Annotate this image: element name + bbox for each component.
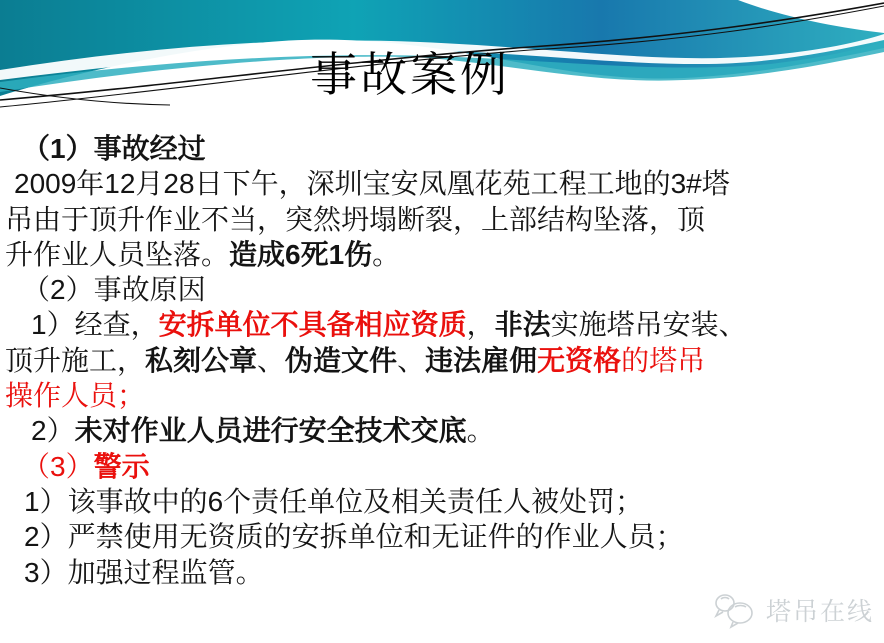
text-segment: 、 — [397, 344, 426, 376]
text-segment: 伪造文件 — [285, 344, 398, 376]
slide-body-text — [0, 131, 884, 590]
text-line — [0, 202, 884, 237]
text-segment: 2）严禁使用无资质的安拆单位和无证件的作业人员； — [24, 521, 684, 553]
text-segment: 造成6死1伤 — [229, 238, 373, 270]
text-segment: 实施塔吊安装、 — [550, 309, 747, 341]
text-segment: 无资格 — [537, 344, 622, 376]
text-segment: 吊由于顶升作业不当，突然坍塌断裂，上部结构坠落，顶 — [5, 203, 706, 235]
text-segment: 非法 — [494, 309, 551, 341]
slide-title: 事故案例 — [310, 50, 510, 102]
text-segment: 。 — [372, 238, 401, 270]
watermark — [711, 591, 874, 629]
text-line — [0, 413, 884, 448]
watermark-text: 塔吊在线 — [765, 598, 874, 626]
text-segment: 1）经查， — [31, 309, 159, 341]
text-segment: 。 — [466, 415, 495, 447]
text-line — [0, 378, 884, 413]
text-line — [0, 519, 884, 554]
text-segment: 的塔吊 — [621, 344, 706, 376]
text-line — [0, 307, 884, 342]
text-segment: 2009年12月28日下午，深圳宝安凤凰花苑工程工地的3#塔 — [14, 168, 730, 200]
text-segment: 未对作业人员进行安全技术交底 — [74, 415, 467, 447]
text-segment: 顶升施工， — [5, 344, 146, 376]
text-segment: 安拆单位不具备相应资质 — [158, 309, 467, 341]
text-segment: 操作人员； — [5, 380, 146, 412]
text-line — [0, 272, 884, 307]
text-segment: （3） — [22, 450, 94, 482]
text-line — [0, 555, 884, 590]
text-segment: 、 — [257, 344, 286, 376]
text-line — [0, 237, 884, 272]
text-segment: 1）该事故中的6个责任单位及相关责任人被处罚； — [24, 485, 644, 517]
text-segment: 违法雇佣 — [425, 344, 538, 376]
text-segment: （2）事故原因 — [22, 274, 206, 306]
text-segment: 私刻公章 — [145, 344, 258, 376]
text-line — [0, 343, 884, 378]
text-segment: 3）加强过程监管。 — [24, 556, 264, 588]
text-line — [0, 166, 884, 201]
text-segment: 升作业人员坠落。 — [5, 238, 230, 270]
text-segment: ， — [466, 309, 495, 341]
text-line — [0, 449, 884, 484]
text-line — [0, 131, 884, 166]
text-line — [0, 484, 884, 519]
text-segment: 警示 — [93, 450, 150, 482]
text-segment: （1）事故经过 — [22, 133, 206, 164]
text-segment: 2） — [31, 415, 75, 447]
doves-logo-icon — [711, 591, 759, 629]
